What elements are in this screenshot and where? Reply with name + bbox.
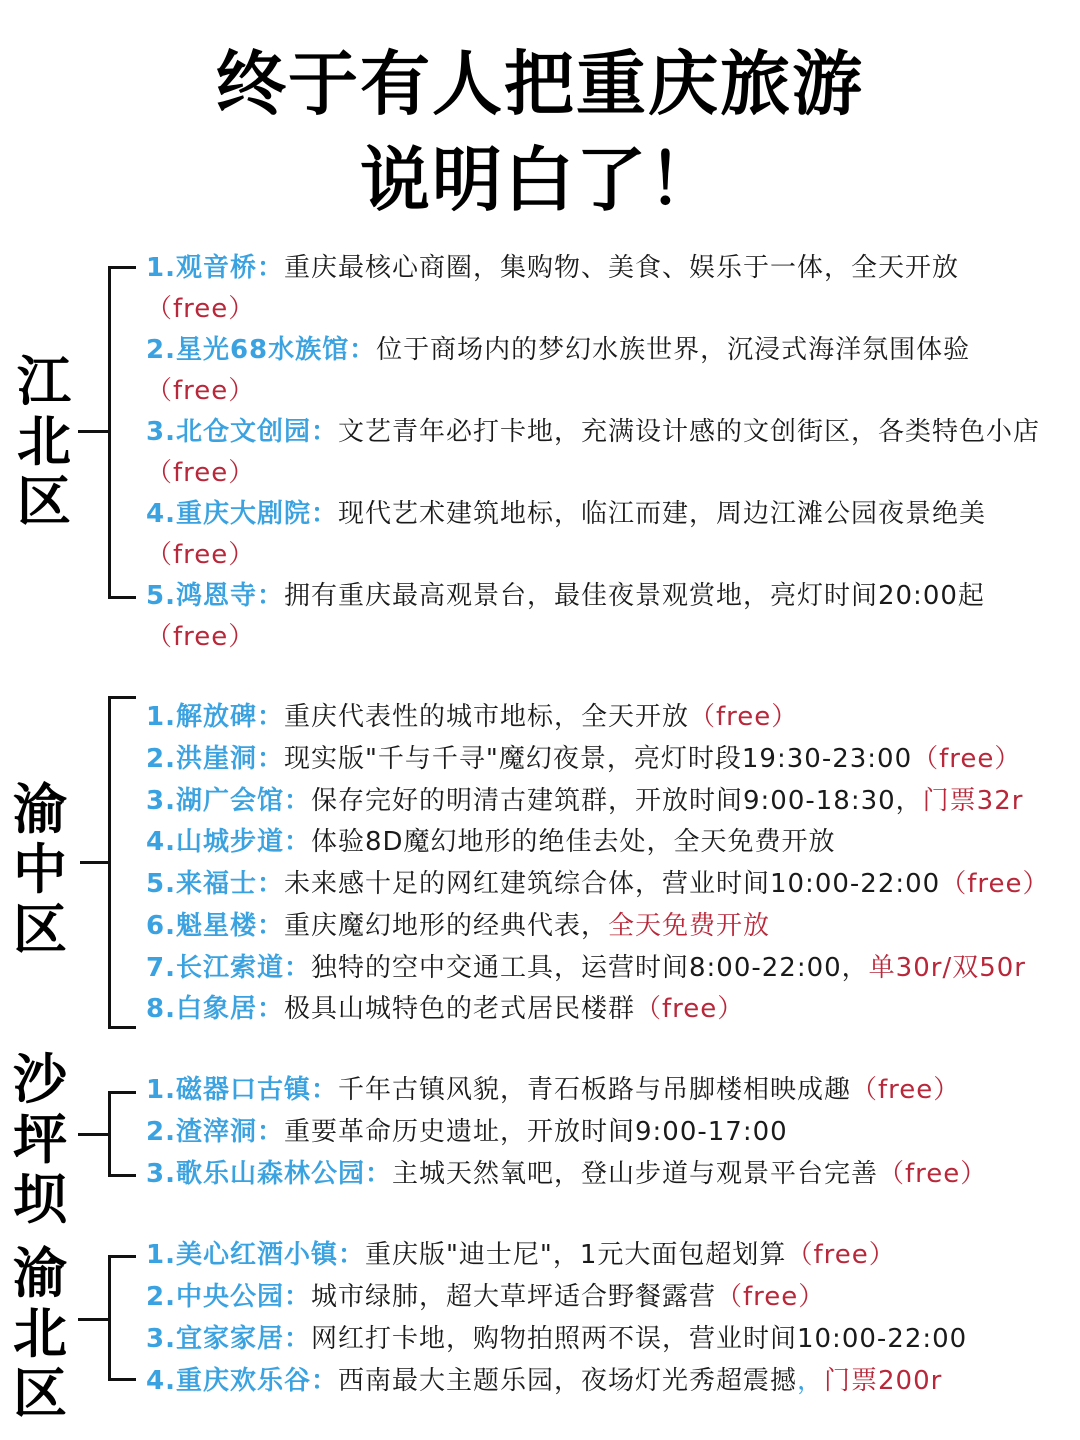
attraction-name: 4.山城步道： xyxy=(146,827,311,857)
attraction-name: 2.中央公园： xyxy=(146,1282,311,1312)
price-tag: （free） xyxy=(146,458,256,488)
page-title-line-1: 终于有人把重庆旅游 xyxy=(216,43,864,125)
price-tag: （free） xyxy=(634,994,745,1024)
price-tag: 门票32r xyxy=(922,786,1024,816)
list-item-meixin-wine-town xyxy=(146,1235,1058,1276)
price-tag: （free） xyxy=(940,869,1050,899)
list-item-beicang xyxy=(146,412,1058,494)
price-tag: （free） xyxy=(146,540,256,570)
attraction-name: 2.洪崖洞： xyxy=(146,744,284,774)
price-tag: （free） xyxy=(877,1159,988,1189)
attraction-name: 2.渣滓洞： xyxy=(146,1117,284,1147)
price-tag: （free） xyxy=(786,1240,896,1270)
list-item-grand-theatre xyxy=(146,494,1058,576)
list-item-ikea xyxy=(146,1319,1058,1360)
attraction-desc: 千年古镇风貌，青石板路与吊脚楼相映成趣 xyxy=(337,1075,851,1105)
attraction-desc: 极具山城特色的老式居民楼群 xyxy=(283,994,635,1024)
attraction-desc: 现代艺术建筑地标，临江而建，周边江滩公园夜景绝美 xyxy=(337,499,986,529)
list-item-ciqikou xyxy=(146,1070,1058,1111)
attraction-name: 3.宜家家居： xyxy=(146,1324,311,1354)
attraction-desc: 现实版"千与千寻"魔幻夜景，亮灯时段19:30-23:00 xyxy=(283,744,913,774)
list-item-guanyinqiao xyxy=(146,248,1058,330)
list-item-hongensi xyxy=(146,576,1058,658)
attraction-desc: 独特的空中交通工具，运营时间8:00-22:00， xyxy=(310,953,869,983)
attraction-name: 3.湖广会馆： xyxy=(146,786,311,816)
attraction-desc: 重庆最核心商圈，集购物、美食、娱乐于一体，全天开放 xyxy=(283,253,959,283)
price-tag: （free） xyxy=(146,622,256,652)
price-tag: （free） xyxy=(715,1282,826,1312)
attraction-name: 3.歌乐山森林公园： xyxy=(146,1159,392,1189)
attraction-name: 2.星光68水族馆： xyxy=(146,335,377,365)
list-item-yangtze-cableway xyxy=(146,948,1058,989)
attraction-desc: 重庆代表性的城市地标，全天开放 xyxy=(283,702,689,732)
attraction-name: 3.北仓文创园： xyxy=(146,417,338,447)
attraction-desc: 城市绿肺，超大草坪适合野餐露营 xyxy=(310,1282,716,1312)
district-label-yuzhong: 渝 中 区 xyxy=(13,778,67,961)
list-item-geleshan xyxy=(146,1154,1058,1195)
price-tag: 全天免费开放 xyxy=(607,911,770,941)
attraction-name: 1.解放碑： xyxy=(146,702,284,732)
attraction-desc: 体验8D魔幻地形的绝佳去处，全天免费开放 xyxy=(310,827,836,857)
attraction-desc: 重庆魔幻地形的经典代表， xyxy=(283,911,608,941)
attraction-desc: 位于商场内的梦幻水族世界，沉浸式海洋氛围体验 xyxy=(376,335,971,365)
comma-separator: ， xyxy=(796,1366,824,1396)
attraction-desc: 重庆版"迪士尼"，1元大面包超划算 xyxy=(364,1240,787,1270)
price-tag: 门票200r xyxy=(824,1366,943,1396)
price-tag: （free） xyxy=(146,376,256,406)
attraction-desc: 主城天然氧吧，登山步道与观景平台完善 xyxy=(391,1159,878,1189)
district-label-shapingba: 沙 坪 坝 xyxy=(13,1048,67,1231)
list-item-zhazidong xyxy=(146,1112,1058,1153)
attraction-desc: 网红打卡地，购物拍照两不误，营业时间10:00-22:00 xyxy=(310,1324,968,1354)
district-label-yubei: 渝 北 区 xyxy=(13,1242,67,1425)
price-tag: （free） xyxy=(850,1075,961,1105)
list-item-huguang-guild-hall xyxy=(146,781,1058,822)
attraction-name: 8.白象居： xyxy=(146,994,284,1024)
list-item-baixiangju xyxy=(146,989,1058,1030)
list-item-central-park xyxy=(146,1277,1058,1318)
list-item-shancheng-trail xyxy=(146,822,1058,863)
attraction-desc: 保存完好的明清古建筑群，开放时间9:00-18:30， xyxy=(310,786,923,816)
attraction-desc: 西南最大主题乐园，夜场灯光秀超震撼 xyxy=(337,1366,797,1396)
attraction-name: 5.来福士： xyxy=(146,869,284,899)
price-tag: （free） xyxy=(146,294,256,324)
price-tag: 单30r/双50r xyxy=(868,953,1026,983)
district-label-jiangbei: 江 北 区 xyxy=(17,350,71,533)
price-tag: （free） xyxy=(688,702,799,732)
attraction-name: 1.磁器口古镇： xyxy=(146,1075,338,1105)
list-item-raffles xyxy=(146,864,1058,905)
list-item-xingguang68 xyxy=(146,330,1058,412)
attraction-name: 4.重庆欢乐谷： xyxy=(146,1366,338,1396)
list-item-jiefangbei xyxy=(146,697,1058,738)
attraction-name: 5.鸿恩寺： xyxy=(146,581,284,611)
price-tag: （free） xyxy=(912,744,1022,774)
attraction-desc: 未来感十足的网红建筑综合体，营业时间10:00-22:00 xyxy=(283,869,941,899)
list-item-happy-valley xyxy=(146,1361,1058,1402)
attraction-name: 1.观音桥： xyxy=(146,253,284,283)
page-title-line-2: 说明白了！ xyxy=(360,139,720,221)
attraction-desc: 拥有重庆最高观景台，最佳夜景观赏地，亮灯时间20:00起 xyxy=(283,581,985,611)
attraction-name: 6.魁星楼： xyxy=(146,911,284,941)
attraction-name: 4.重庆大剧院： xyxy=(146,499,338,529)
attraction-name: 7.长江索道： xyxy=(146,953,311,983)
attraction-name: 1.美心红酒小镇： xyxy=(146,1240,365,1270)
attraction-desc: 文艺青年必打卡地，充满设计感的文创街区，各类特色小店 xyxy=(337,417,1040,447)
attraction-desc: 重要革命历史遗址，开放时间9:00-17:00 xyxy=(283,1117,788,1147)
list-item-hongyadong xyxy=(146,739,1058,780)
list-item-kuixinglou xyxy=(146,906,1058,947)
